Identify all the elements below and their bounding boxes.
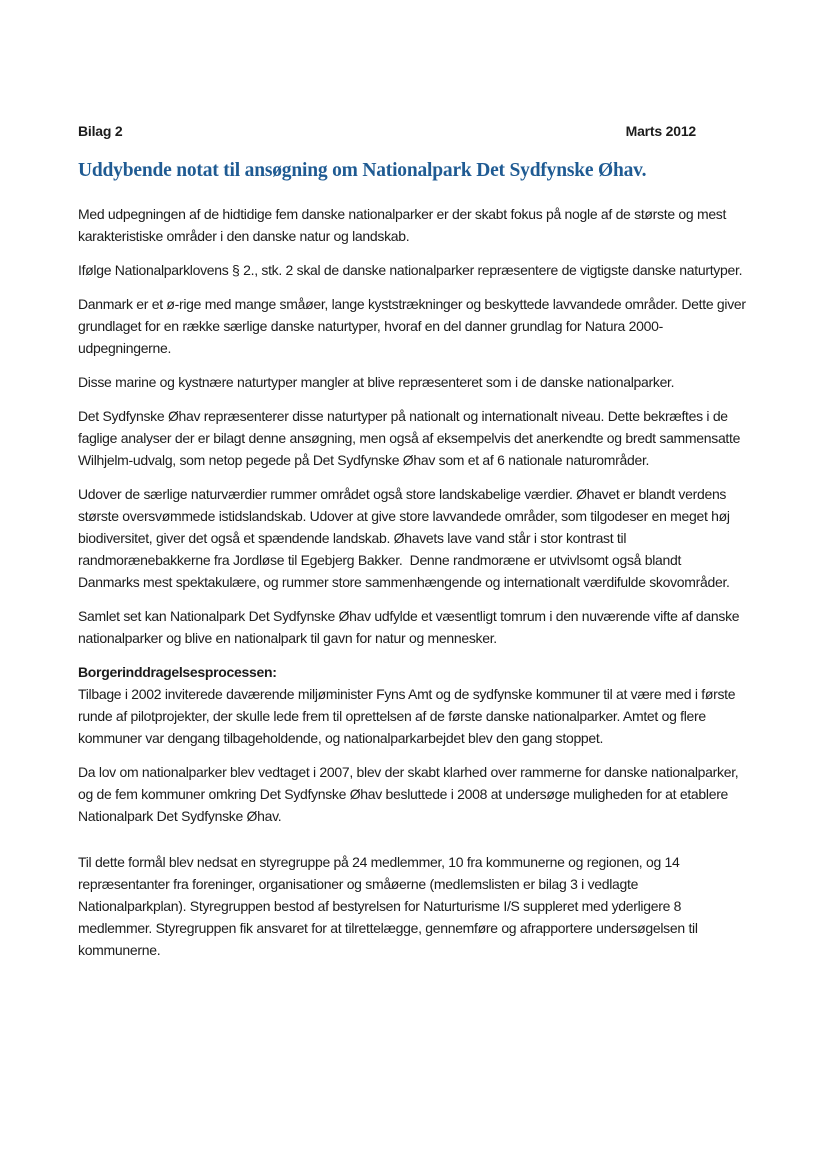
paragraph: Samlet set kan Nationalpark Det Sydfynske Øhav udfylde et væsentligt tomrum i den nuværende vifte af danske nationalparker og blive en nationalpark til gavn for natur og mennesker. [78,608,743,646]
header-attachment-label: Bilag 2 [78,123,123,139]
paragraph: Da lov om nationalparker blev vedtaget i 2007, blev der skabt klarhed over rammerne for danske nationalparker, og de fem kommuner omkring Det Sydfynske Øhav besluttede i 2008 at undersøge muligheden for at etablere Nationalpark Det Sydfynske Øhav. [78,764,742,824]
section-heading-borgerinddragelsesprocessen: Borgerinddragelsesprocessen: [78,664,277,680]
paragraph: Til dette formål blev nedsat en styregruppe på 24 medlemmer, 10 fra kommunerne og regionen, og 14 repræsentanter fra foreninger, organisationer og småøerne (medlemslisten er bilag 3 i vedlagte Nationalparkplan). Styregruppen bestod af bestyrelsen for Naturturisme I/S suppleret med yderligere 8 medlemmer. Styregruppen fik ansvaret for at tilrettelægge, gennemføre og afrapportere undersøgelsen til kommunerne. [78,854,702,958]
document-content [78,120,750,961]
paragraph: Udover de særlige naturværdier rummer området også store landskabelige værdier. Øhavet er blandt verdens største oversvømmede istidslandskab. Udover at give store lavvandede områder, som tilgodeser en meget høj biodiversitet, giver det også et spændende landskab. Øhavets lave vand står i stor kontrast til randmorænebakkerne fra Jordløse til Egebjerg Bakker. Denne randmoræne er utvivlsomt også blandt Danmarks mest spektakulære, og rummer store sammenhængende og internationalt værdifulde skovområder. [78,486,734,590]
paragraph: Danmark er et ø-rige med mange småøer, lange kyststrækninger og beskyttede lavvandede områder. Dette giver grundlaget for en række særlige danske naturtyper, hvoraf en del danner grundlag for Natura 2000-udpegningerne. [78,296,750,356]
document-title: Uddybende notat til ansøgning om Nationalpark Det Sydfynske Øhav. [78,160,647,181]
paragraph: Det Sydfynske Øhav repræsenterer disse naturtyper på nationalt og internationalt niveau. Dette bekræftes i de faglige analyser der er bilagt denne ansøgning, men også af eksempelvis det anerkendte og bredt sammensatte Wilhjelm-udvalg, som netop pegede på Det Sydfynske Øhav som et af 6 nationale naturområder. [78,408,744,468]
paragraph: Med udpegningen af de hidtidige fem danske nationalparker er der skabt fokus på nogle af de største og mest karakteristiske områder i den danske natur og landskab. [78,206,730,244]
paragraph: Tilbage i 2002 inviterede daværende miljøminister Fyns Amt og de sydfynske kommuner til at være med i første runde af pilotprojekter, der skulle lede frem til oprettelsen af de første danske nationalparker. Amtet og flere kommuner var dengang tilbageholdende, og nationalparkarbejdet blev den gang stoppet. [78,686,739,746]
paragraph: Ifølge Nationalparklovens § 2., stk. 2 skal de danske nationalparker repræsentere de vigtigste danske naturtyper. [78,262,743,278]
paragraph: Disse marine og kystnære naturtyper mangler at blive repræsenteret som i de danske nationalparker. [78,374,675,390]
document-header [78,120,746,142]
header-date: Marts 2012 [625,123,696,139]
